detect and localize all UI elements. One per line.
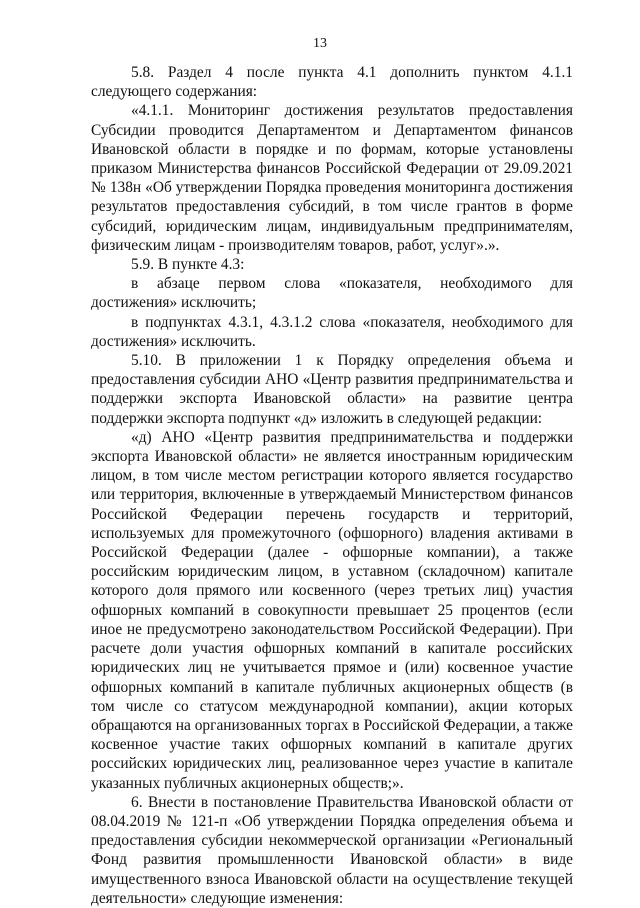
paragraph-5-9-first-abzac: в абзаце первом слова «показателя, необходимого для достижения» исключить; — [91, 275, 573, 312]
paragraph-5-10: 5.10. В приложении 1 к Порядку определения объема и предоставления субсидии АНО «Центр развития предпринимательства и поддержки экспорта Ивановской области» на развитие центра поддержки экспорта подпункт «д» изложить в следующей редакции: — [91, 352, 573, 427]
paragraph-5-8: 5.8. Раздел 4 после пункта 4.1 дополнить пунктом 4.1.1 следующего содержания: — [91, 64, 573, 101]
page-number: 13 — [313, 36, 327, 51]
paragraph-5-9-subpoints: в подпунктах 4.3.1, 4.3.1.2 слова «показателя, необходимого для достижения» исключить. — [91, 313, 573, 350]
paragraph-4-1-1: «4.1.1. Мониторинг достижения результатов предоставления Субсидии проводится Департаментом и Департаментом финансов Ивановской области в порядке и по формам, которые установлены приказом Министерства финансов Российской Федерации от 29.09.2021 № 138н «Об утверждении Порядка проведения мониторинга достижения результатов предоставления субсидий, в том числе грантов в форме субсидий, юридическим лицам, индивидуальным предпринимателям, физическим лицам - производителям товаров, работ, услуг».». — [91, 102, 573, 254]
paragraph-subpoint-d: «д) АНО «Центр развития предпринимательства и поддержки экспорта Ивановской области» не является иностранным юридическим лицом, в том числе местом регистрации которого является государство или территория, включенные в утверждаемый Министерством финансов Российской Федерации перечень государств и территорий, используемых для промежуточного (офшорного) владения активами в Российской Федерации (далее - офшорные компании), а также российским юридическим лицом, в уставном (складочном) капитале которого доля прямого или косвенного (через третьих лиц) участия офшорных компаний в совокупности превышает 25 процентов (если иное не предусмотрено законодательством Российской Федерации). При расчете доли участия офшорных компаний в капитале российских юридических лиц не учитывается прямое и (или) косвенное участие офшорных компаний в капитале публичных акционерных обществ (в том числе со статусом международной компании), акции которых обращаются на организованных торгах в Российской Федерации, а также косвенное участие таких офшорных компаний в капитале других российских юридических лиц, реализованное через участие в капитале указанных публичных акционерных обществ;». — [91, 428, 573, 792]
document-body — [91, 63, 573, 908]
paragraph-6: 6. Внести в постановление Правительства Ивановской области от 08.04.2019 № 121-п «Об утверждении Порядка определения объема и предоставления субсидии некоммерческой организации «Региональный Фонд развития промышленности Ивановской области» в виде имущественного взноса Ивановской области на осуществление текущей деятельности» следующие изменения: — [91, 793, 573, 907]
paragraph-5-9: 5.9. В пункте 4.3: — [131, 256, 245, 274]
